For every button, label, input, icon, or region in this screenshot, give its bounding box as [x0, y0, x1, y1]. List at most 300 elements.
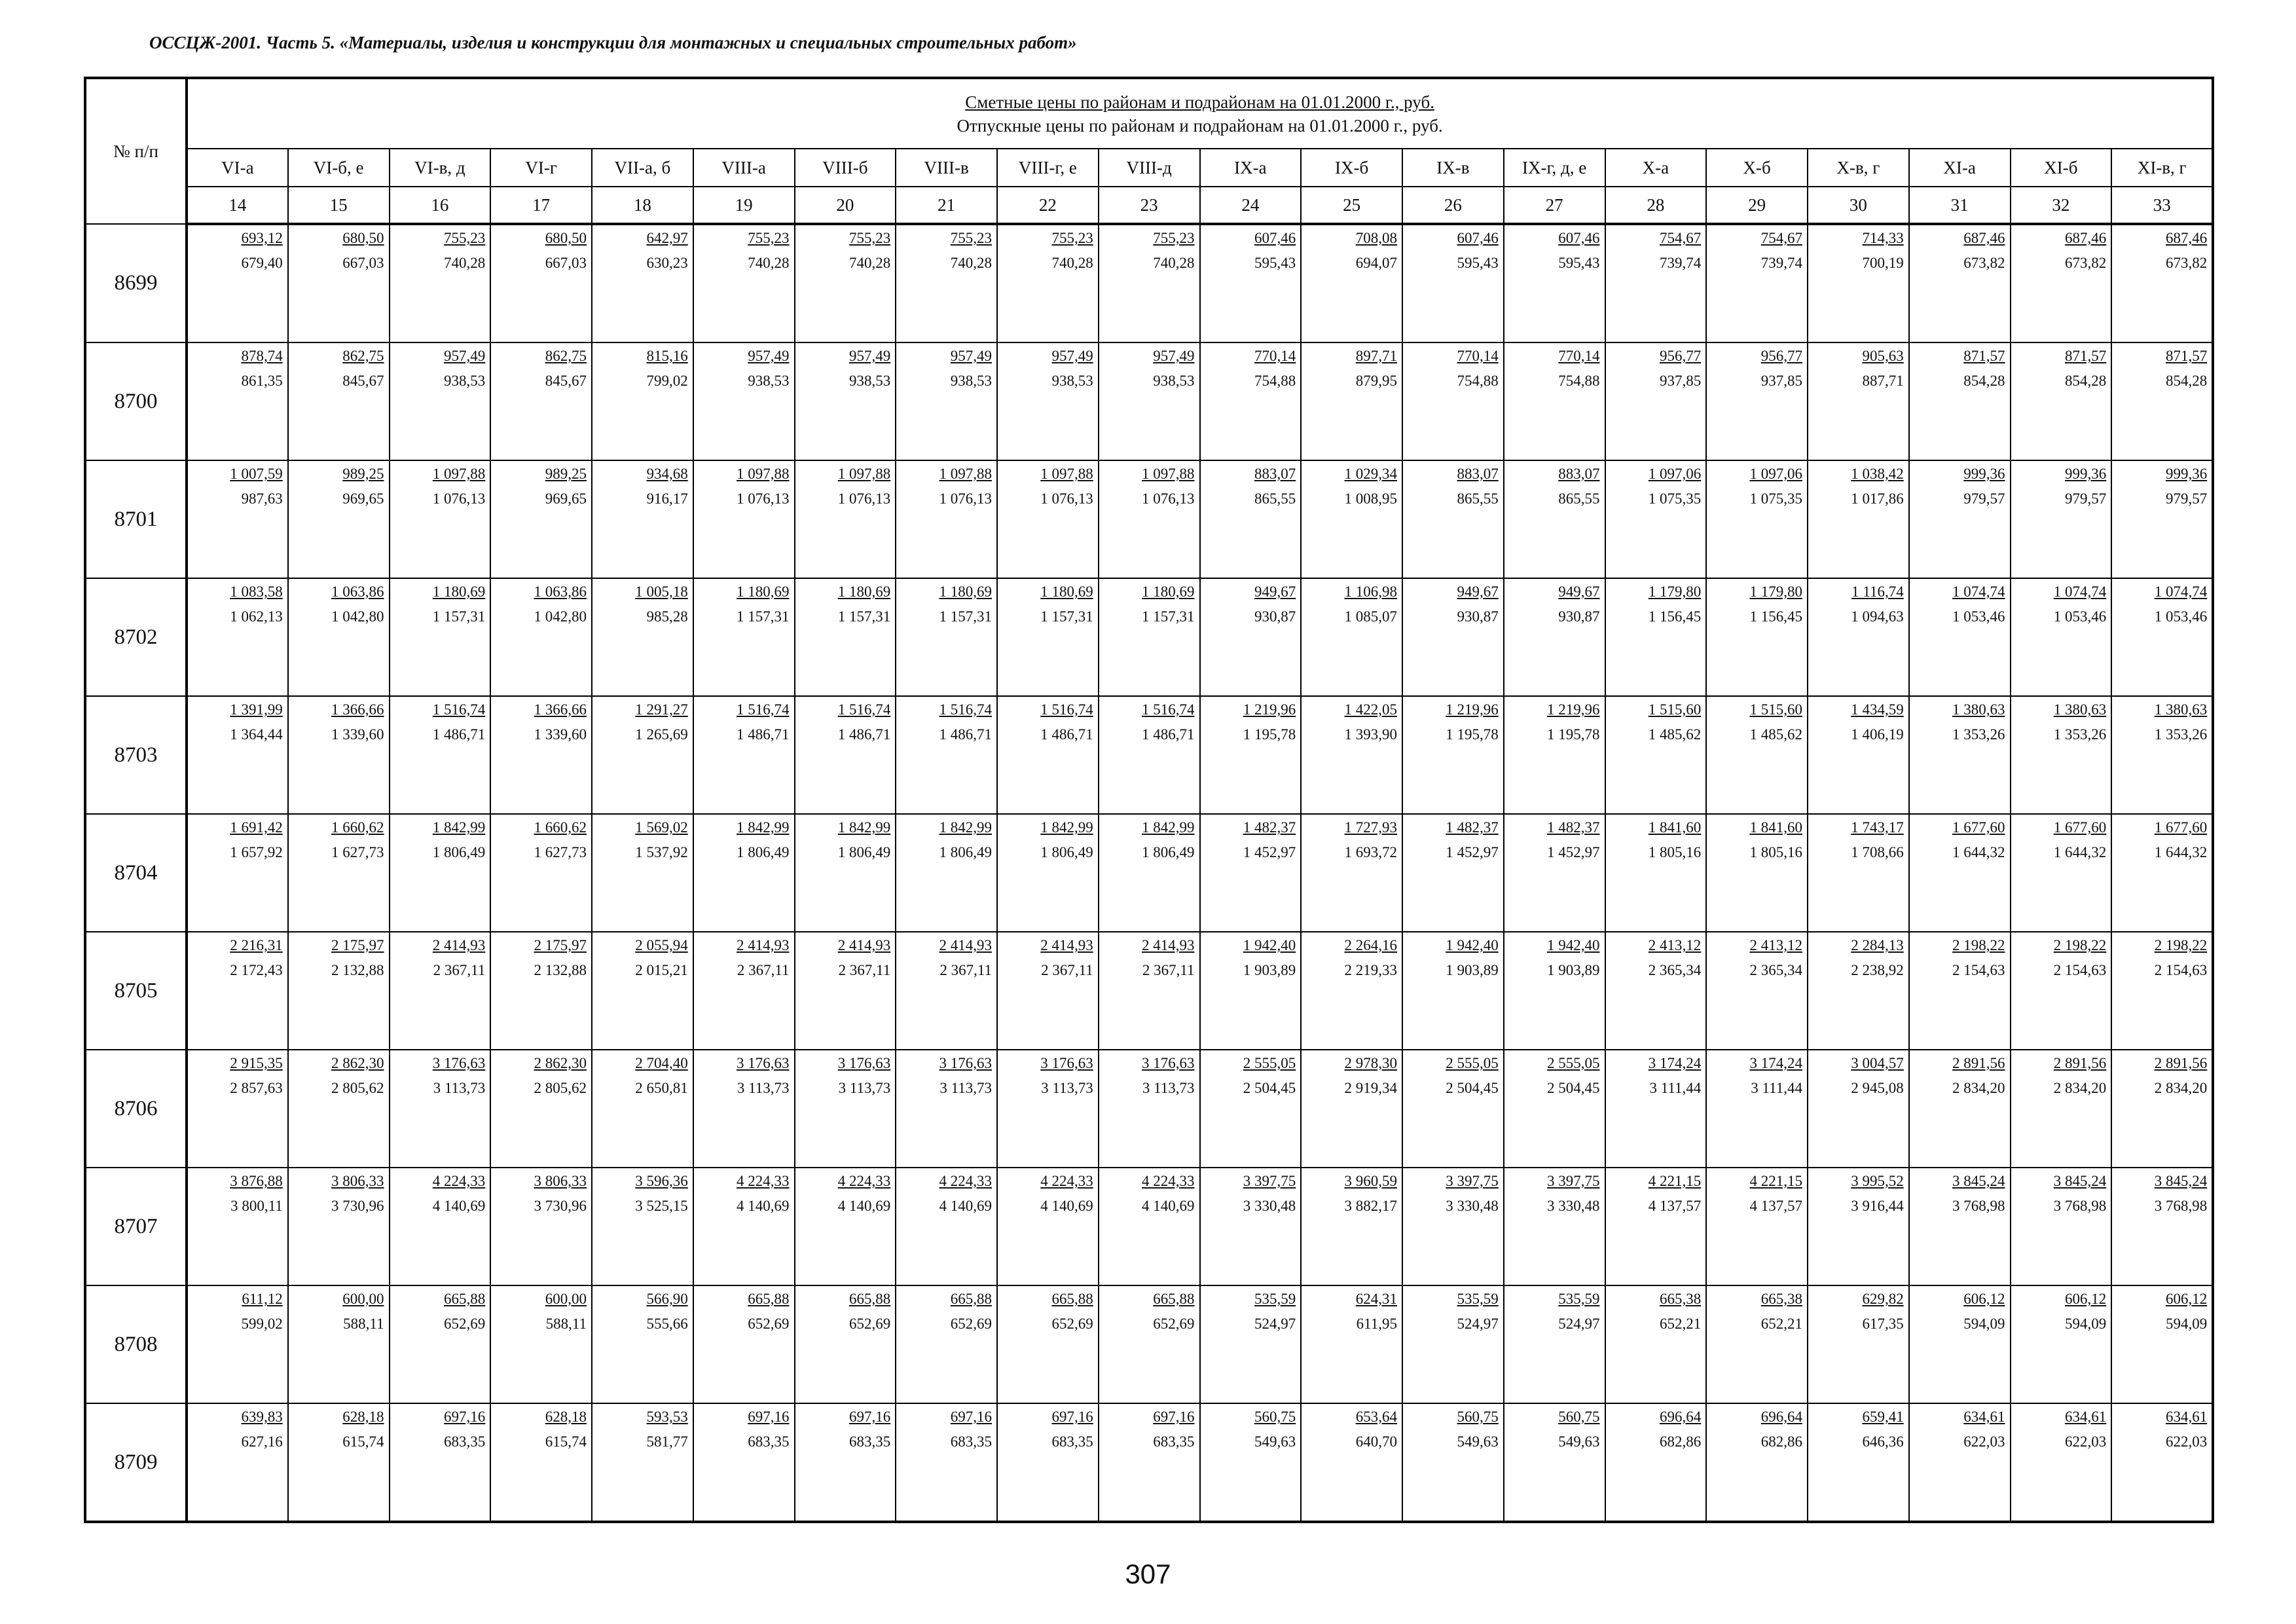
price-cell — [2011, 932, 2112, 1050]
column-number-row — [85, 187, 2213, 224]
price-cell — [592, 460, 693, 578]
region-header: IX-а — [1200, 149, 1302, 187]
otpusknaya-price: 3 730,96 — [534, 1198, 587, 1214]
smetnaya-price: 883,07 — [1254, 466, 1296, 482]
otpusknaya-price: 1 805,16 — [1648, 844, 1702, 860]
price-cell — [187, 578, 288, 696]
price-cell — [1808, 1285, 1909, 1403]
otpusknaya-price: 1 339,60 — [534, 726, 587, 743]
price-cell — [1402, 342, 1504, 460]
region-header: IX-б — [1301, 149, 1402, 187]
price-cell — [288, 1285, 390, 1403]
otpusknaya-price: 1 486,71 — [1040, 726, 1093, 743]
smetnaya-price: 1 569,02 — [635, 819, 688, 836]
price-cell — [795, 1050, 896, 1168]
price-cell — [1099, 224, 1200, 342]
otpusknaya-price: 683,35 — [1051, 1433, 1093, 1450]
smetnaya-price: 4 224,33 — [1142, 1173, 1195, 1189]
smetnaya-price: 2 264,16 — [1344, 937, 1397, 953]
smetnaya-price: 1 516,74 — [737, 701, 790, 718]
smetnaya-price: 2 891,56 — [2053, 1055, 2107, 1071]
price-cell — [390, 932, 491, 1050]
price-cell — [1099, 460, 1200, 578]
price-cell — [1099, 814, 1200, 932]
otpusknaya-price: 4 137,57 — [1648, 1198, 1702, 1214]
smetnaya-price: 3 174,24 — [1648, 1055, 1702, 1071]
smetnaya-price: 1 677,60 — [2154, 819, 2208, 836]
price-cell — [1504, 342, 1605, 460]
smetnaya-price: 2 414,93 — [837, 937, 891, 953]
otpusknaya-price: 1 075,35 — [1648, 490, 1702, 507]
price-cell — [1200, 578, 1302, 696]
smetnaya-price: 714,33 — [1862, 230, 1904, 246]
row-number: 8701 — [85, 460, 187, 578]
otpusknaya-price: 617,35 — [1862, 1316, 1904, 1332]
smetnaya-price: 755,23 — [1051, 230, 1093, 246]
smetnaya-price: 883,07 — [1558, 466, 1600, 482]
otpusknaya-price: 2 367,11 — [1142, 962, 1195, 978]
smetnaya-price: 934,68 — [646, 466, 688, 482]
otpusknaya-price: 740,28 — [444, 255, 486, 271]
smetnaya-price: 999,36 — [2165, 466, 2208, 482]
price-cell — [896, 224, 997, 342]
otpusknaya-price: 4 137,57 — [1749, 1198, 1802, 1214]
smetnaya-price: 1 219,96 — [1446, 701, 1499, 718]
otpusknaya-price: 4 140,69 — [939, 1198, 992, 1214]
smetnaya-price: 680,50 — [342, 230, 384, 246]
otpusknaya-price: 595,43 — [1457, 255, 1499, 271]
otpusknaya-price: 652,69 — [1051, 1316, 1093, 1332]
price-cell — [1706, 1285, 1808, 1403]
smetnaya-price: 2 555,05 — [1446, 1055, 1499, 1071]
smetnaya-price: 862,75 — [342, 348, 384, 364]
price-cell — [1909, 696, 2011, 814]
otpusknaya-price: 887,71 — [1862, 373, 1904, 389]
otpusknaya-price: 2 154,63 — [1952, 962, 2005, 978]
otpusknaya-price: 2 367,11 — [737, 962, 790, 978]
smetnaya-price: 754,67 — [1660, 230, 1702, 246]
smetnaya-price: 956,77 — [1660, 348, 1702, 364]
smetnaya-price: 1 116,74 — [1851, 583, 1904, 600]
otpusknaya-price: 739,74 — [1760, 255, 1802, 271]
otpusknaya-price: 682,86 — [1660, 1433, 1702, 1450]
column-number: 31 — [1909, 187, 2011, 224]
table-row — [85, 460, 2213, 578]
price-cell — [1402, 696, 1504, 814]
price-cell — [896, 696, 997, 814]
otpusknaya-price: 524,97 — [1558, 1316, 1600, 1332]
otpusknaya-price: 1 353,26 — [2053, 726, 2107, 743]
column-number: 22 — [997, 187, 1099, 224]
price-cell — [795, 696, 896, 814]
otpusknaya-price: 979,57 — [2065, 490, 2107, 507]
price-cell — [896, 814, 997, 932]
smetnaya-price: 606,12 — [2065, 1291, 2107, 1307]
row-number: 8709 — [85, 1403, 187, 1522]
otpusknaya-price: 938,53 — [444, 373, 486, 389]
price-cell — [288, 814, 390, 932]
otpusknaya-price: 845,67 — [545, 373, 587, 389]
otpusknaya-price: 683,35 — [950, 1433, 992, 1450]
otpusknaya-price: 588,11 — [545, 1316, 587, 1332]
smetnaya-price: 634,61 — [2165, 1409, 2208, 1425]
otpusknaya-price: 1 806,49 — [939, 844, 992, 860]
smetnaya-price: 770,14 — [1254, 348, 1296, 364]
price-cell — [288, 1050, 390, 1168]
price-cell — [1200, 1285, 1302, 1403]
otpusknaya-price: 640,70 — [1355, 1433, 1397, 1450]
price-cell — [1301, 932, 1402, 1050]
price-cell — [1605, 1168, 1707, 1285]
otpusknaya-price: 1 042,80 — [331, 608, 384, 625]
price-cell — [288, 342, 390, 460]
price-cell — [187, 224, 288, 342]
otpusknaya-price: 985,28 — [646, 608, 688, 625]
otpusknaya-price: 683,35 — [849, 1433, 891, 1450]
price-cell — [1402, 1168, 1504, 1285]
price-cell — [2011, 460, 2112, 578]
otpusknaya-price: 1 157,31 — [1040, 608, 1093, 625]
smetnaya-price: 1 391,99 — [230, 701, 283, 718]
smetnaya-price: 1 516,74 — [1040, 701, 1093, 718]
otpusknaya-price: 1 076,13 — [1040, 490, 1093, 507]
price-cell — [1200, 224, 1302, 342]
region-header: X-а — [1605, 149, 1707, 187]
smetnaya-price: 949,67 — [1558, 583, 1600, 600]
column-number: 25 — [1301, 187, 1402, 224]
smetnaya-price: 3 397,75 — [1446, 1173, 1499, 1189]
region-header: XI-в, г — [2111, 149, 2213, 187]
otpusknaya-price: 2 504,45 — [1243, 1080, 1296, 1096]
price-cell — [1605, 1050, 1707, 1168]
row-number: 8706 — [85, 1050, 187, 1168]
otpusknaya-price: 2 015,21 — [635, 962, 688, 978]
smetnaya-price: 1 180,69 — [837, 583, 891, 600]
otpusknaya-price: 1 157,31 — [939, 608, 992, 625]
price-cell — [693, 1168, 795, 1285]
price-cell — [896, 1403, 997, 1522]
smetnaya-price: 665,88 — [1051, 1291, 1093, 1307]
otpusknaya-price: 1 537,92 — [635, 844, 688, 860]
price-cell — [1909, 224, 2011, 342]
otpusknaya-price: 652,69 — [1153, 1316, 1195, 1332]
otpusknaya-price: 3 113,73 — [838, 1080, 891, 1096]
otpusknaya-price: 740,28 — [748, 255, 790, 271]
smetnaya-price: 3 845,24 — [2154, 1173, 2208, 1189]
otpusknaya-price: 930,87 — [1254, 608, 1296, 625]
otpusknaya-price: 1 486,71 — [737, 726, 790, 743]
price-cell — [592, 1168, 693, 1285]
smetnaya-price: 770,14 — [1558, 348, 1600, 364]
otpusknaya-price: 646,36 — [1862, 1433, 1904, 1450]
price-cell — [1504, 814, 1605, 932]
otpusknaya-price: 2 238,92 — [1851, 962, 1904, 978]
smetnaya-price: 957,49 — [1153, 348, 1195, 364]
otpusknaya-price: 682,86 — [1760, 1433, 1802, 1450]
smetnaya-price: 1 727,93 — [1344, 819, 1397, 836]
otpusknaya-price: 595,43 — [1558, 255, 1600, 271]
smetnaya-price: 687,46 — [2165, 230, 2208, 246]
otpusknaya-price: 630,23 — [646, 255, 688, 271]
smetnaya-price: 3 176,63 — [432, 1055, 486, 1071]
row-number: 8704 — [85, 814, 187, 932]
otpusknaya-price: 2 154,63 — [2053, 962, 2107, 978]
otpusknaya-price: 854,28 — [2165, 373, 2208, 389]
otpusknaya-price: 1 042,80 — [534, 608, 587, 625]
smetnaya-price: 687,46 — [1963, 230, 2005, 246]
price-cell — [997, 814, 1099, 932]
region-header: IX-г, д, е — [1504, 149, 1605, 187]
price-cell — [1808, 696, 1909, 814]
smetnaya-price: 871,57 — [1963, 348, 2005, 364]
otpusknaya-price: 2 132,88 — [534, 962, 587, 978]
price-cell — [490, 578, 592, 696]
otpusknaya-price: 652,21 — [1660, 1316, 1702, 1332]
price-cell — [1301, 1403, 1402, 1522]
table-row — [85, 814, 2213, 932]
price-cell — [1099, 696, 1200, 814]
smetnaya-price: 755,23 — [748, 230, 790, 246]
price-cell — [1706, 342, 1808, 460]
otpusknaya-price: 615,74 — [545, 1433, 587, 1450]
price-cell — [1504, 1285, 1605, 1403]
price-cell — [1909, 814, 2011, 932]
otpusknaya-price: 2 367,11 — [838, 962, 891, 978]
price-cell — [592, 224, 693, 342]
smetnaya-price: 624,31 — [1355, 1291, 1397, 1307]
smetnaya-price: 1 660,62 — [331, 819, 384, 836]
price-cell — [592, 696, 693, 814]
otpusknaya-price: 1 085,07 — [1344, 608, 1397, 625]
smetnaya-price: 2 414,93 — [432, 937, 486, 953]
price-cell — [1402, 1285, 1504, 1403]
smetnaya-price: 1 106,98 — [1344, 583, 1397, 600]
price-cell — [997, 342, 1099, 460]
price-cell — [390, 1050, 491, 1168]
smetnaya-price: 1 422,05 — [1344, 701, 1397, 718]
smetnaya-price: 3 004,57 — [1851, 1055, 1904, 1071]
price-cell — [592, 1403, 693, 1522]
otpusknaya-price: 549,63 — [1254, 1433, 1296, 1450]
smetnaya-price: 2 198,22 — [1952, 937, 2005, 953]
price-cell — [2011, 1168, 2112, 1285]
smetnaya-price: 1 677,60 — [2053, 819, 2107, 836]
otpusknaya-price: 987,63 — [241, 490, 283, 507]
smetnaya-price: 1 180,69 — [432, 583, 486, 600]
otpusknaya-price: 2 504,45 — [1547, 1080, 1600, 1096]
otpusknaya-price: 979,57 — [1963, 490, 2005, 507]
price-cell — [1706, 224, 1808, 342]
price-cell — [693, 224, 795, 342]
otpusknaya-price: 930,87 — [1457, 608, 1499, 625]
otpusknaya-price: 1 657,92 — [230, 844, 283, 860]
otpusknaya-price: 938,53 — [1051, 373, 1093, 389]
smetnaya-price: 770,14 — [1457, 348, 1499, 364]
otpusknaya-price: 1 195,78 — [1446, 726, 1499, 743]
smetnaya-price: 1 074,74 — [1952, 583, 2005, 600]
region-header: VIII-б — [795, 149, 896, 187]
otpusknaya-price: 937,85 — [1760, 373, 1802, 389]
smetnaya-price: 957,49 — [950, 348, 992, 364]
row-number: 8707 — [85, 1168, 187, 1285]
price-cell — [1200, 1168, 1302, 1285]
otpusknaya-price: 652,21 — [1760, 1316, 1802, 1332]
column-number: 27 — [1504, 187, 1605, 224]
smetnaya-price: 2 555,05 — [1243, 1055, 1296, 1071]
smetnaya-price: 1 097,88 — [1142, 466, 1195, 482]
smetnaya-price: 665,88 — [748, 1291, 790, 1307]
otpusknaya-price: 673,82 — [2165, 255, 2208, 271]
otpusknaya-price: 549,63 — [1457, 1433, 1499, 1450]
otpusknaya-price: 969,65 — [342, 490, 384, 507]
price-cell — [1706, 578, 1808, 696]
price-cell — [187, 932, 288, 1050]
smetnaya-price: 3 845,24 — [2053, 1173, 2107, 1189]
price-cell — [490, 460, 592, 578]
price-cell — [1909, 460, 2011, 578]
otpusknaya-price: 622,03 — [2065, 1433, 2107, 1450]
price-cell — [997, 1050, 1099, 1168]
otpusknaya-price: 3 113,73 — [433, 1080, 486, 1096]
otpusknaya-price: 1 156,45 — [1749, 608, 1802, 625]
smetnaya-price: 815,16 — [646, 348, 688, 364]
price-cell — [997, 1168, 1099, 1285]
otpusknaya-price: 2 367,11 — [433, 962, 486, 978]
price-cell — [2111, 224, 2213, 342]
smetnaya-price: 566,90 — [646, 1291, 688, 1307]
region-header: VII-а, б — [592, 149, 693, 187]
otpusknaya-price: 652,69 — [849, 1316, 891, 1332]
smetnaya-price: 1 842,99 — [737, 819, 790, 836]
otpusknaya-price: 594,09 — [2065, 1316, 2107, 1332]
price-cell — [1909, 932, 2011, 1050]
otpusknaya-price: 700,19 — [1862, 255, 1904, 271]
otpusknaya-price: 3 330,48 — [1243, 1198, 1296, 1214]
otpusknaya-price: 679,40 — [241, 255, 283, 271]
price-cell — [1605, 1403, 1707, 1522]
price-cell — [2111, 1050, 2213, 1168]
smetnaya-price: 1 842,99 — [837, 819, 891, 836]
smetnaya-price: 1 180,69 — [939, 583, 992, 600]
smetnaya-price: 957,49 — [849, 348, 891, 364]
price-cell — [1909, 1285, 2011, 1403]
smetnaya-price: 560,75 — [1254, 1409, 1296, 1425]
smetnaya-price: 1 063,86 — [331, 583, 384, 600]
price-cell — [1402, 1403, 1504, 1522]
price-cell — [1099, 1050, 1200, 1168]
price-cell — [390, 460, 491, 578]
smetnaya-price: 2 978,30 — [1344, 1055, 1397, 1071]
column-number: 18 — [592, 187, 693, 224]
otpusknaya-price: 1 806,49 — [1142, 844, 1195, 860]
smetnaya-price: 3 960,59 — [1344, 1173, 1397, 1189]
price-cell — [1504, 224, 1605, 342]
otpusknaya-price: 1 708,66 — [1851, 844, 1904, 860]
smetnaya-price: 697,16 — [1153, 1409, 1195, 1425]
otpusknaya-price: 1 157,31 — [1142, 608, 1195, 625]
otpusknaya-price: 4 140,69 — [837, 1198, 891, 1214]
smetnaya-price: 3 397,75 — [1243, 1173, 1296, 1189]
otpusknaya-price: 3 111,44 — [1649, 1080, 1702, 1096]
otpusknaya-price: 1 693,72 — [1344, 844, 1397, 860]
otpusknaya-price: 938,53 — [1153, 373, 1195, 389]
region-header: VIII-в — [896, 149, 997, 187]
otpusknaya-price: 754,88 — [1254, 373, 1296, 389]
otpusknaya-price: 627,16 — [241, 1433, 283, 1450]
otpusknaya-price: 861,35 — [241, 373, 283, 389]
region-header: XI-б — [2011, 149, 2112, 187]
price-cell — [1301, 814, 1402, 932]
price-cell — [1200, 814, 1302, 932]
otpusknaya-price: 1 406,19 — [1851, 726, 1904, 743]
smetnaya-price: 4 224,33 — [737, 1173, 790, 1189]
otpusknaya-price: 2 805,62 — [331, 1080, 384, 1096]
smetnaya-price: 1 482,37 — [1243, 819, 1296, 836]
otpusknaya-price: 2 504,45 — [1446, 1080, 1499, 1096]
smetnaya-price: 755,23 — [849, 230, 891, 246]
price-cell — [1301, 1050, 1402, 1168]
smetnaya-price: 1 180,69 — [737, 583, 790, 600]
price-cell — [2111, 932, 2213, 1050]
price-cell — [693, 578, 795, 696]
smetnaya-price: 1 097,88 — [837, 466, 891, 482]
smetnaya-price: 665,88 — [950, 1291, 992, 1307]
price-cell — [390, 342, 491, 460]
region-header: VI-б, е — [288, 149, 390, 187]
otpusknaya-price: 3 768,98 — [1952, 1198, 2005, 1214]
smetnaya-price: 4 224,33 — [1040, 1173, 1093, 1189]
price-cell — [187, 1403, 288, 1522]
row-number: 8702 — [85, 578, 187, 696]
otpusknaya-price: 4 140,69 — [737, 1198, 790, 1214]
smetnaya-price: 606,12 — [2165, 1291, 2208, 1307]
otpusknaya-price: 754,88 — [1457, 373, 1499, 389]
otpusknaya-price: 3 113,73 — [939, 1080, 992, 1096]
price-cell — [390, 1285, 491, 1403]
price-cell — [490, 1050, 592, 1168]
otpusknaya-price: 1 053,46 — [1952, 608, 2005, 625]
table-row — [85, 932, 2213, 1050]
smetnaya-price: 560,75 — [1457, 1409, 1499, 1425]
column-number: 23 — [1099, 187, 1200, 224]
smetnaya-price: 2 555,05 — [1547, 1055, 1600, 1071]
otpusknaya-price: 854,28 — [1963, 373, 2005, 389]
price-cell — [1706, 460, 1808, 578]
price-cell — [1200, 696, 1302, 814]
region-header: VI-в, д — [390, 149, 491, 187]
otpusknaya-price: 937,85 — [1660, 373, 1702, 389]
otpusknaya-price: 683,35 — [748, 1433, 790, 1450]
otpusknaya-price: 1 156,45 — [1648, 608, 1702, 625]
price-cell — [1605, 696, 1707, 814]
otpusknaya-price: 1 903,89 — [1446, 962, 1499, 978]
smetnaya-price: 957,49 — [444, 348, 486, 364]
otpusknaya-price: 740,28 — [849, 255, 891, 271]
price-cell — [490, 696, 592, 814]
price-cell — [1099, 1285, 1200, 1403]
smetnaya-price: 897,71 — [1355, 348, 1397, 364]
smetnaya-price: 999,36 — [1963, 466, 2005, 482]
price-cell — [390, 1403, 491, 1522]
price-cell — [1808, 460, 1909, 578]
smetnaya-price: 1 482,37 — [1547, 819, 1600, 836]
region-header: VI-г — [490, 149, 592, 187]
smetnaya-price: 2 862,30 — [331, 1055, 384, 1071]
row-number: 8703 — [85, 696, 187, 814]
price-cell — [2011, 1050, 2112, 1168]
smetnaya-price: 1 677,60 — [1952, 819, 2005, 836]
otpusknaya-price: 581,77 — [646, 1433, 688, 1450]
